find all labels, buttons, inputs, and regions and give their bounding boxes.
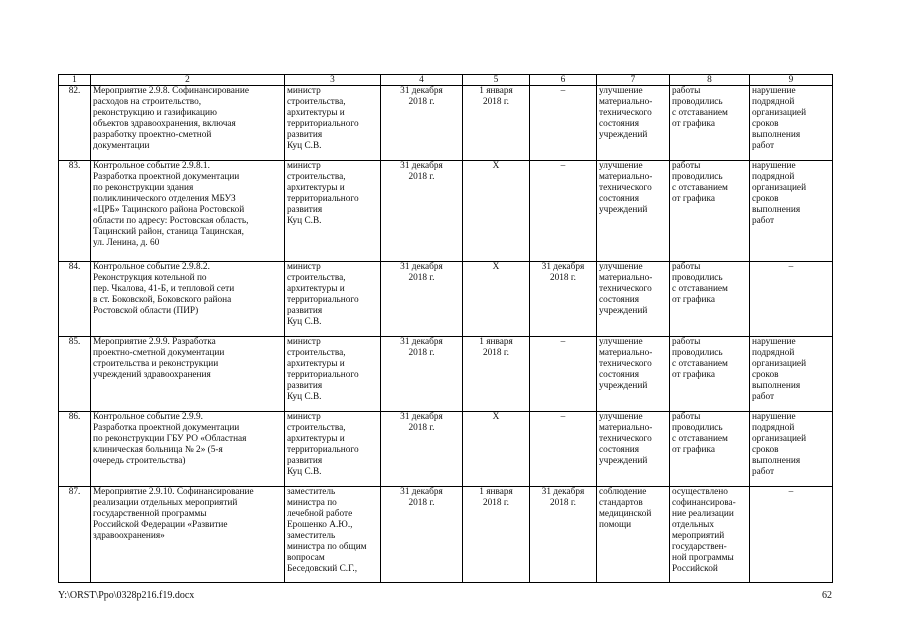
row-number: 87.	[68, 487, 81, 497]
column-header: 7	[597, 75, 670, 86]
responsible-executor: заместитель министра по лечебной работе Ерошенко А.Ю., заместитель министра по общим вопросам Беседовский С.Г.,	[287, 487, 367, 574]
actual-result: работы проводились с отставанием от графика	[672, 412, 728, 455]
actual-date: 31 декабря 2018 г.	[541, 262, 585, 283]
start-date: 1 января 2018 г.	[479, 86, 513, 107]
column-header: 8	[670, 75, 750, 86]
planned-date: 31 декабря 2018 г.	[400, 337, 443, 358]
table-row	[59, 161, 833, 262]
table-row	[59, 262, 833, 337]
planned-date: 31 декабря 2018 г.	[400, 487, 443, 508]
actual-result: работы проводились с отставанием от графика	[672, 161, 728, 204]
actual-date: –	[560, 86, 566, 96]
column-header: 4	[381, 75, 463, 86]
planned-date: 31 декабря 2018 г.	[400, 262, 443, 283]
responsible-executor: министр строительства, архитектуры и территориального развития Куц С.В.	[287, 86, 359, 151]
actual-date: –	[560, 337, 566, 347]
column-header: 5	[463, 75, 530, 86]
page-number: 62	[822, 590, 832, 601]
deviation-reason: нарушение подрядной организацией сроков выполнения работ	[752, 337, 807, 402]
actual-date: 31 декабря 2018 г.	[541, 487, 585, 508]
start-date: Х	[492, 161, 500, 171]
row-number: 86.	[68, 412, 81, 422]
column-header: 6	[530, 75, 597, 86]
row-number: 83.	[68, 161, 81, 171]
actual-date: –	[560, 161, 566, 171]
event-description: Контрольное событие 2.9.8.2. Реконструкция котельной по пер. Чкалова, 41-Б, и тепловой сети в ст. Боковской, Боковского района Ростовской области (ПИР)	[93, 262, 235, 316]
deviation-reason: –	[788, 262, 794, 272]
expected-result: улучшение материально- технического состояния учреждений	[599, 86, 653, 140]
planned-date: 31 декабря 2018 г.	[400, 161, 443, 182]
expected-result: улучшение материально- технического состояния учреждений	[599, 161, 653, 215]
responsible-executor: министр строительства, архитектуры и территориального развития Куц С.В.	[287, 161, 359, 226]
expected-result: соблюдение стандартов медицинской помощи	[599, 487, 652, 530]
deviation-reason: нарушение подрядной организацией сроков выполнения работ	[752, 86, 807, 151]
expected-result: улучшение материально- технического состояния учреждений	[599, 337, 653, 391]
event-description: Мероприятие 2.9.8. Софинансирование расходов на строительство, реконструкцию и газификацию объектов здравоохранения, включая разработку проектно-сметной документации	[93, 86, 249, 151]
responsible-executor: министр строительства, архитектуры и территориального развития Куц С.В.	[287, 262, 359, 327]
column-header: 2	[91, 75, 285, 86]
table-row	[59, 337, 833, 412]
report-table	[58, 74, 833, 583]
file-path-footer: Y:\ORST\Ppo\0328p216.f19.docx	[58, 590, 195, 601]
actual-date: –	[560, 412, 566, 422]
event-description: Мероприятие 2.9.9. Разработка проектно-сметной документации строительства и реконструкции учреждений здравоохранения	[93, 337, 225, 380]
event-description: Мероприятие 2.9.10. Софинансирование реализации отдельных мероприятий государственной программы Российской Федерации «Развитие здравоохранения»	[93, 487, 254, 541]
actual-result: работы проводились с отставанием от графика	[672, 337, 728, 380]
expected-result: улучшение материально- технического состояния учреждений	[599, 262, 653, 316]
table-header-row	[59, 75, 833, 86]
column-header: 1	[59, 75, 91, 86]
start-date: 1 января 2018 г.	[479, 487, 513, 508]
responsible-executor: министр строительства, архитектуры и территориального развития Куц С.В.	[287, 412, 359, 477]
start-date: Х	[492, 412, 500, 422]
row-number: 85.	[68, 337, 81, 347]
table-row	[59, 487, 833, 583]
actual-result: работы проводились с отставанием от графика	[672, 86, 728, 129]
start-date: Х	[492, 262, 500, 272]
planned-date: 31 декабря 2018 г.	[400, 86, 443, 107]
event-description: Контрольное событие 2.9.8.1. Разработка проектной документации по реконструкции здания поликлинического отделения МБУЗ «ЦРБ» Тацинского района Ростовской области по адресу: Ростовская область, Тацинский район, станица Тацинская, ул. Ленина, д. 60	[93, 161, 249, 248]
actual-result: работы проводились с отставанием от графика	[672, 262, 728, 305]
start-date: 1 января 2018 г.	[479, 337, 513, 358]
responsible-executor: министр строительства, архитектуры и территориального развития Куц С.В.	[287, 337, 359, 402]
expected-result: улучшение материально- технического состояния учреждений	[599, 412, 653, 466]
event-description: Контрольное событие 2.9.9. Разработка проектной документации по реконструкции ГБУ РО «Областная клиническая больница № 2» (5-я очередь строительства)	[93, 412, 247, 466]
row-number: 84.	[68, 262, 81, 272]
deviation-reason: нарушение подрядной организацией сроков выполнения работ	[752, 412, 807, 477]
column-header: 3	[285, 75, 381, 86]
column-header: 9	[750, 75, 833, 86]
actual-result: осуществлено софинансирова- ние реализации отдельных мероприятий государствен- ной программы Российской	[672, 487, 736, 574]
planned-date: 31 декабря 2018 г.	[400, 412, 443, 433]
table-row	[59, 86, 833, 161]
row-number: 82.	[68, 86, 81, 96]
deviation-reason: нарушение подрядной организацией сроков выполнения работ	[752, 161, 807, 226]
table-row	[59, 412, 833, 487]
deviation-reason: –	[788, 487, 794, 497]
